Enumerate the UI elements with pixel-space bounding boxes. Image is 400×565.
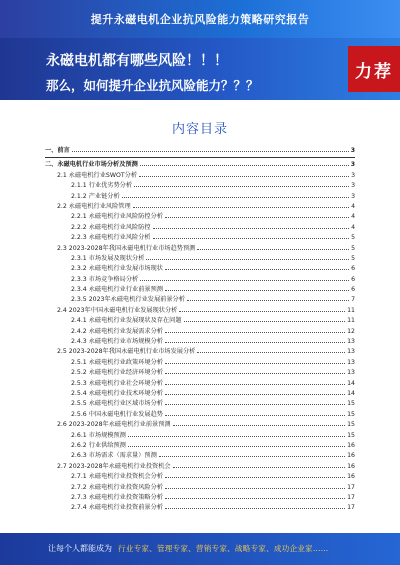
toc-entry[interactable] <box>45 306 355 316</box>
toc-leader-dots <box>140 160 349 166</box>
toc-entry[interactable] <box>45 420 355 430</box>
toc-leader-dots <box>146 254 349 260</box>
toc-entry-label: 2.1 永磁电机行业SWOT分析 <box>57 171 138 179</box>
toc-leader-dots <box>165 472 345 478</box>
toc-entry-label: 2.4.3 永磁电机行业市场规模分析 <box>71 338 163 346</box>
toc-leader-dots <box>165 368 345 374</box>
toc-entry[interactable] <box>45 264 355 274</box>
toc-entry-label: 2.3.4 永磁电机行业行业前景预测 <box>71 286 163 294</box>
toc-entry-label: 2.6.3 市场需求（需求量）预测 <box>71 452 157 460</box>
toc-entry[interactable] <box>45 254 355 264</box>
toc-leader-dots <box>165 410 345 416</box>
toc-entry-page: 3 <box>350 161 355 169</box>
toc-entry[interactable] <box>45 379 355 389</box>
toc-entry[interactable] <box>45 202 355 212</box>
toc-leader-dots <box>165 285 349 291</box>
toc-entry-page: 7 <box>351 296 355 304</box>
toc-entry-page: 15 <box>347 431 355 439</box>
toc-leader-dots <box>140 275 349 281</box>
toc-entry-page: 16 <box>347 452 355 460</box>
toc-entry-page: 13 <box>347 358 355 366</box>
toc-entry-page: 5 <box>351 254 355 262</box>
toc-entry-page: 3 <box>351 171 355 179</box>
toc-entry[interactable] <box>45 410 355 420</box>
toc-leader-dots <box>197 347 345 353</box>
toc-entry-page: 14 <box>347 379 355 387</box>
recommend-badge: 力荐 <box>348 46 400 92</box>
toc-entry[interactable] <box>45 462 355 472</box>
toc-entry-page: 6 <box>351 286 355 294</box>
toc-entry[interactable] <box>45 368 355 378</box>
toc-entry-label: 2.6.1 市场规模预测 <box>71 431 126 439</box>
toc-leader-dots <box>165 264 349 270</box>
toc-entry-label: 2.7 2023-2028年永磁电机行业投资机会 <box>57 462 171 470</box>
toc-entry-page: 11 <box>347 317 355 325</box>
toc-leader-dots <box>197 244 349 250</box>
toc-entry-page: 15 <box>347 400 355 408</box>
toc-leader-dots <box>153 223 349 229</box>
toc-entry-page: 14 <box>347 389 355 397</box>
toc-entry-label: 2.3.1 市场发展及现状分析 <box>71 254 145 262</box>
toc-leader-dots <box>165 358 345 364</box>
toc-entry-page: 5 <box>351 244 355 252</box>
toc-entry-label: 2.6.2 行业供给预测 <box>71 441 126 449</box>
toc-leader-dots <box>165 483 345 489</box>
hero-banner <box>0 38 400 100</box>
toc-entry[interactable] <box>45 233 355 243</box>
footer-banner <box>0 533 400 565</box>
toc-entry-page: 17 <box>347 504 355 512</box>
toc-entry[interactable] <box>45 171 355 181</box>
toc-entry-label: 2.7.3 永磁电机行业投资策略分析 <box>71 493 163 501</box>
toc-entry-label: 2.5.5 永磁电机行业区域市场分析 <box>71 400 163 408</box>
toc-entry[interactable] <box>45 146 355 156</box>
toc-entry-label: 2.2.2 永磁电机行业风险防控 <box>71 223 151 231</box>
table-of-contents <box>45 146 355 514</box>
toc-entry-page: 16 <box>347 473 355 481</box>
toc-entry[interactable] <box>45 223 355 233</box>
top-banner <box>0 0 400 38</box>
toc-entry[interactable] <box>45 275 355 285</box>
toc-leader-dots <box>128 441 345 447</box>
toc-entry-label: 2.5.6 中国永磁电机行业发展趋势 <box>71 410 163 418</box>
toc-entry[interactable] <box>45 181 355 191</box>
toc-entry-page: 16 <box>347 462 355 470</box>
toc-entry-label: 2.4.2 永磁电机行业发展需求分析 <box>71 327 163 335</box>
toc-leader-dots <box>133 202 349 208</box>
toc-entry[interactable] <box>45 347 355 357</box>
toc-divider <box>45 157 355 158</box>
toc-leader-dots <box>128 431 345 437</box>
toc-entry-label: 2.7.1 永磁电机行业投资机会分析 <box>71 473 163 481</box>
toc-entry[interactable] <box>45 316 355 326</box>
toc-entry-label: 2.1.1 行业优劣势分析 <box>71 182 133 190</box>
toc-entry-label: 2.2 永磁电机行业风险管理 <box>57 202 131 210</box>
toc-entry-page: 17 <box>347 493 355 501</box>
toc-entry-label: 2.3.2 永磁电机行业发展市场现状 <box>71 265 163 273</box>
toc-entry-label: 2.7.4 永磁电机行业投资前景分析 <box>71 504 163 512</box>
toc-entry[interactable] <box>45 451 355 461</box>
toc-leader-dots <box>187 295 349 301</box>
toc-entry-page: 17 <box>347 483 355 491</box>
hero-headline: 永磁电机都有哪些风险！！！ <box>46 53 228 69</box>
toc-leader-dots <box>165 212 349 218</box>
toc-entry-page: 4 <box>351 223 355 231</box>
toc-entry[interactable] <box>45 472 355 482</box>
toc-entry-page: 4 <box>351 213 355 221</box>
toc-entry[interactable] <box>45 441 355 451</box>
toc-entry-page: 5 <box>351 234 355 242</box>
toc-entry[interactable] <box>45 431 355 441</box>
toc-entry-page: 6 <box>351 275 355 283</box>
toc-entry[interactable] <box>45 160 355 170</box>
toc-entry-page: 15 <box>347 410 355 418</box>
toc-entry-page: 11 <box>347 306 355 314</box>
report-title: 提升永磁电机企业抗风险能力策略研究报告 <box>90 13 310 26</box>
toc-entry[interactable] <box>45 244 355 254</box>
toc-entry-page: 12 <box>347 327 355 335</box>
toc-entry-label: 2.4 2023年中国永磁电机行业发展现状分析 <box>57 306 178 314</box>
toc-leader-dots <box>165 399 345 405</box>
footer-lead-text: 让每个人都能成为 <box>48 544 112 553</box>
footer-roles-text: 行业专家、管理专家、营销专家、战略专家、成功企业家…… <box>118 544 329 553</box>
toc-entry-page: 13 <box>347 338 355 346</box>
toc-entry-page: 3 <box>350 147 355 154</box>
toc-entry-label: 2.5.1 永磁电机行业政策环境分析 <box>71 358 163 366</box>
toc-leader-dots <box>184 316 346 322</box>
toc-leader-dots <box>72 146 349 152</box>
toc-entry-label: 2.6 2023-2028年永磁电机行业前景预测 <box>57 421 171 429</box>
toc-entry-label: 2.7.2 永磁电机行业投资风险分析 <box>71 483 163 491</box>
toc-leader-dots <box>165 493 345 499</box>
toc-entry-page: 6 <box>351 265 355 273</box>
toc-entry-page: 4 <box>351 202 355 210</box>
toc-leader-dots <box>165 379 345 385</box>
toc-entry-page: 13 <box>347 369 355 377</box>
toc-entry[interactable] <box>45 192 355 202</box>
toc-entry-page: 3 <box>351 192 355 200</box>
toc-entry[interactable] <box>45 327 355 337</box>
toc-entry-page: 13 <box>347 348 355 356</box>
toc-entry[interactable] <box>45 503 355 513</box>
toc-entry-label: 2.5.4 永磁电机行业技术环境分析 <box>71 389 163 397</box>
toc-entry-label: 2.5 2023-2028年我国永磁电机行业市场发展分析 <box>57 348 196 356</box>
toc-entry-page: 15 <box>347 421 355 429</box>
toc-entry-label: 2.4.1 永磁电机行业发展现状及存在问题 <box>71 317 182 325</box>
toc-entry-label: 2.3.3 市场竞争格局分析 <box>71 275 139 283</box>
toc-entry[interactable] <box>45 212 355 222</box>
toc-leader-dots <box>165 389 345 395</box>
toc-entry-label: 2.5.3 永磁电机行业社会环境分析 <box>71 379 163 387</box>
toc-leader-dots <box>173 420 346 426</box>
toc-entry-label: 二、永磁电机行业市场分析及预测 <box>45 161 138 169</box>
toc-entry-label: 2.3 2023-2028年我国永磁电机行业市场趋势预测 <box>57 244 196 252</box>
toc-entry-label: 2.2.3 永磁电机行业风险分析 <box>71 234 151 242</box>
toc-leader-dots <box>165 327 345 333</box>
toc-entry-label: 2.1.2 产业链分析 <box>71 192 120 200</box>
toc-entry[interactable] <box>45 483 355 493</box>
hero-subheadline: 那么，如何提升企业抗风险能力？？？ <box>46 78 259 93</box>
toc-leader-dots <box>179 306 345 312</box>
toc-entry[interactable] <box>45 389 355 399</box>
toc-entry-label: 一、前言 <box>45 147 70 154</box>
toc-leader-dots <box>165 337 345 343</box>
toc-entry[interactable] <box>45 399 355 409</box>
toc-leader-dots <box>165 503 345 509</box>
toc-entry[interactable] <box>45 493 355 503</box>
toc-entry-label: 2.5.2 永磁电机行业经济环境分析 <box>71 369 163 377</box>
toc-leader-dots <box>134 181 349 187</box>
toc-entry[interactable] <box>45 295 355 305</box>
toc-heading: 内容目录 <box>171 122 228 137</box>
toc-entry-page: 16 <box>347 441 355 449</box>
toc-entry[interactable] <box>45 337 355 347</box>
toc-entry[interactable] <box>45 285 355 295</box>
toc-entry-label: 2.3.5 2023年永磁电机行业发展前景分析 <box>71 296 185 304</box>
toc-entry-label: 2.2.1 永磁电机行业风险防控分析 <box>71 213 163 221</box>
toc-leader-dots <box>139 171 349 177</box>
toc-leader-dots <box>159 451 345 457</box>
toc-leader-dots <box>153 233 349 239</box>
toc-entry-page: 3 <box>351 182 355 190</box>
toc-entry[interactable] <box>45 358 355 368</box>
toc-leader-dots <box>122 192 349 198</box>
toc-leader-dots <box>173 462 346 468</box>
